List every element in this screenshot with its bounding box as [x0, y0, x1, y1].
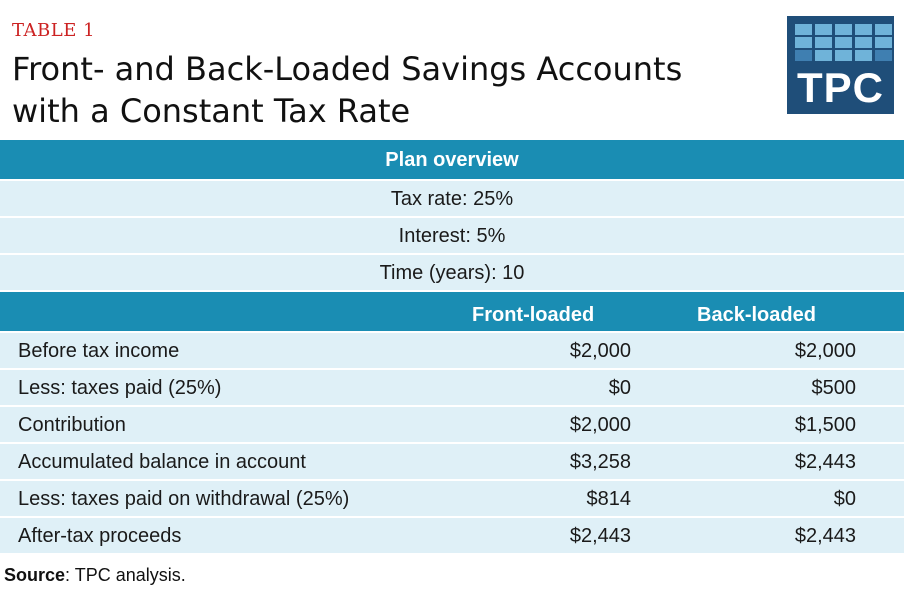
- tpc-logo-text: TPC: [797, 64, 884, 111]
- savings-table: [0, 140, 904, 555]
- back-loaded-value: $2,443: [794, 525, 856, 547]
- plan-overview-item: Interest: 5%: [398, 225, 506, 247]
- row-label: Less: taxes paid on withdrawal (25%): [18, 488, 350, 510]
- back-loaded-value: $2,000: [794, 340, 856, 362]
- row-label: Before tax income: [18, 340, 180, 362]
- source-text: : TPC analysis.: [65, 565, 186, 585]
- row-label: Less: taxes paid (25%): [18, 377, 222, 399]
- tpc-logo: [787, 16, 894, 114]
- plan-overview-row: [0, 255, 904, 292]
- tpc-grid-icon: [795, 24, 892, 61]
- row-label: After-tax proceeds: [18, 525, 182, 547]
- front-loaded-value: $2,000: [569, 340, 631, 362]
- column-header-row: [0, 292, 904, 333]
- plan-overview-row: [0, 218, 904, 255]
- front-loaded-value: $814: [586, 488, 631, 510]
- row-label: Contribution: [18, 414, 126, 436]
- table-row: [0, 444, 904, 481]
- plan-overview-header: [0, 140, 904, 181]
- plan-overview-item: Time (years): 10: [379, 262, 525, 284]
- table-row: [0, 333, 904, 370]
- table-label: TABLE 1: [12, 20, 96, 41]
- page-title: [12, 48, 772, 132]
- front-loaded-value: $2,000: [569, 414, 631, 436]
- back-loaded-value: $1,500: [794, 414, 856, 436]
- row-label: Accumulated balance in account: [18, 451, 306, 473]
- table-row: [0, 370, 904, 407]
- back-loaded-value: $2,443: [794, 451, 856, 473]
- table-row: [0, 481, 904, 518]
- plan-overview-item: Tax rate: 25%: [390, 188, 514, 210]
- plan-overview-title: Plan overview: [385, 149, 519, 171]
- column-header-front-loaded: Front-loaded: [472, 304, 595, 326]
- title-line-1: Front- and Back-Loaded Savings Accounts: [12, 50, 683, 88]
- column-header-back-loaded: Back-loaded: [697, 304, 816, 326]
- source-note: [4, 565, 186, 586]
- front-loaded-value: $2,443: [569, 525, 631, 547]
- front-loaded-value: $0: [608, 377, 631, 399]
- back-loaded-value: $0: [833, 488, 856, 510]
- back-loaded-value: $500: [811, 377, 856, 399]
- title-line-2: with a Constant Tax Rate: [12, 92, 411, 130]
- table-row: [0, 407, 904, 444]
- source-label: Source: [4, 565, 66, 585]
- front-loaded-value: $3,258: [569, 451, 631, 473]
- plan-overview-row: [0, 181, 904, 218]
- table-row: [0, 518, 904, 555]
